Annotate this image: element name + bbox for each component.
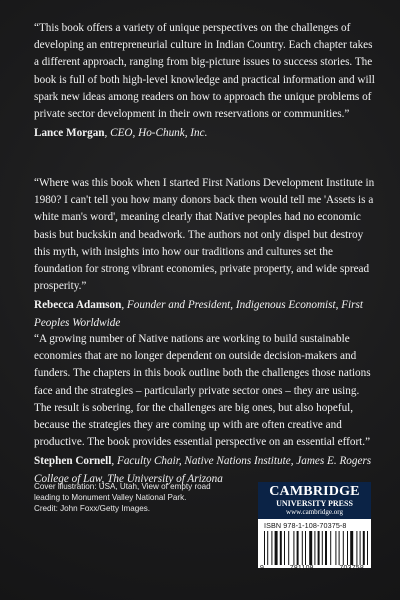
endorsement-quote-2 <box>34 175 376 332</box>
barcode-icon <box>264 531 368 565</box>
credit-description: Cover illustration: USA, Utah, View of empty road leading to Monument Valley National Park. <box>34 482 211 502</box>
quote-author: Stephen Cornell <box>34 455 112 468</box>
publisher-logo <box>258 482 371 519</box>
barcode-digit-group: 703758 <box>339 565 364 572</box>
quote-attribution <box>34 125 376 142</box>
quote-author-title: , CEO, Ho-Chunk, Inc. <box>104 127 208 140</box>
credit-photographer: Credit: John Foxx/Getty Images. <box>34 504 151 513</box>
quote-attribution <box>34 297 376 331</box>
quote-author-title: , Faculty Chair, Native Nations Institute, James E. Rogers College of Law, The University of Arizona <box>34 455 372 485</box>
publisher-url: www.cambridge.org <box>286 508 343 516</box>
endorsement-quote-3 <box>34 331 376 488</box>
barcode-digit-group: 781108 <box>289 565 314 572</box>
quote-author-title: , Founder and President, Indigenous Economist, First Peoples Worldwide <box>34 299 363 329</box>
cover-illustration-credit <box>34 481 234 514</box>
publisher-block <box>258 482 371 572</box>
quote-text: “A growing number of Native nations are working to build sustainable economies that are no longer dependent on outside decision-makers and funders. The chapters in this book outline both the challenges those nations face and the strategies – particularly private sector ones – they are using. The result is sobering, for the challenges are big ones, but also hopeful, because the strategies they are coming up with are often creative and productive. The book provides essential perspective on an essential effort.” <box>34 333 371 449</box>
isbn-label: ISBN 978-1-108-70375-8 <box>264 521 347 530</box>
publisher-name: CAMBRIDGE <box>269 484 360 499</box>
barcode-digit-group: 9 <box>260 565 265 572</box>
quote-text: “This book offers a variety of unique perspectives on the challenges of developing an entrepreneurial culture in Indian Country. Each chapter takes a different approach, ranging from big-picture issues to success stories. The book is full of both high-level knowledge and practical information and will spark new ideas among readers on how to approach the unique problems of private sector development in their own reservations or communities.” <box>34 22 375 121</box>
quote-text: “Where was this book when I started First Nations Development Institute in 1980? I can't tell you how many donors back then would tell me 'Assets is a white man's word', meaning clearly that Native peoples had no economic basis but buckskin and beadwork. The authors not only dispel but destroy this myth, with insights into how our traditions and cultures set the foundation for strong vibrant economies, private property, and wide spread prosperity.” <box>34 177 375 293</box>
barcode-digits <box>258 565 364 573</box>
quote-author: Lance Morgan <box>34 127 105 140</box>
publisher-subtitle: UNIVERSITY PRESS <box>276 499 353 508</box>
endorsement-quote-1 <box>34 20 376 142</box>
quote-author: Rebecca Adamson <box>34 299 122 312</box>
